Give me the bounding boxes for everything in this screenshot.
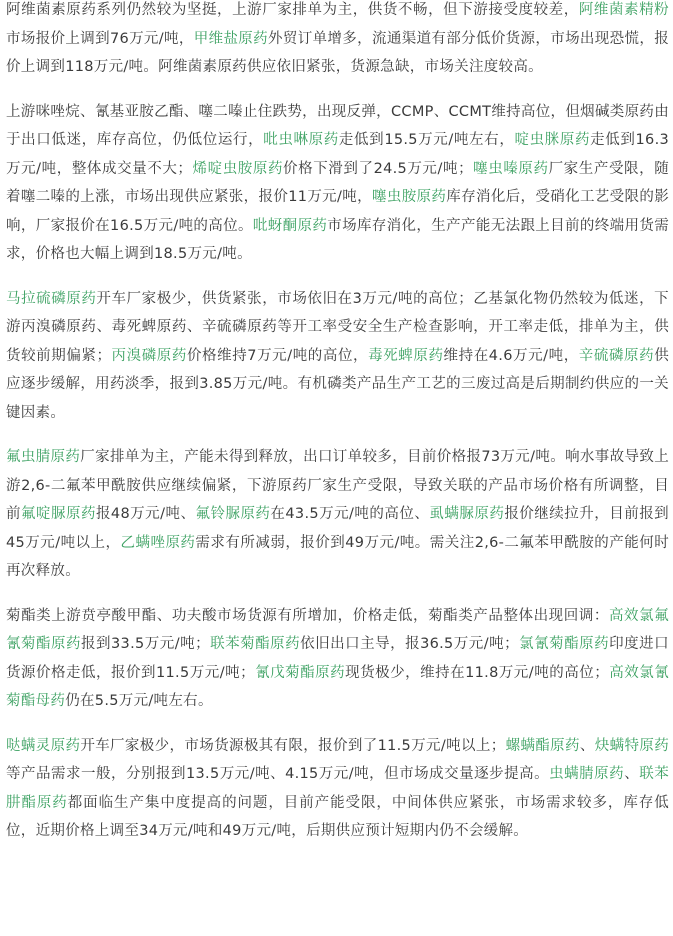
product-link[interactable]: 哒螨灵原药 <box>6 737 81 754</box>
product-link[interactable]: 辛硫磷原药 <box>578 347 655 364</box>
paragraph-6 <box>6 732 669 846</box>
product-link[interactable]: 炔螨特原药 <box>594 737 670 754</box>
paragraph-text: 价格下滑到了24.5万元/吨； <box>283 160 473 177</box>
product-link[interactable]: 联苯肼酯原药 <box>6 766 670 811</box>
product-link[interactable]: 噻虫胺原药 <box>371 189 447 205</box>
paragraph-text: 走低到16.3万元/吨，整体成交量不大； <box>6 132 670 177</box>
paragraph-text: 、 <box>624 766 640 782</box>
product-link[interactable]: 毒死蜱原药 <box>368 347 444 364</box>
product-link[interactable]: 氟虫腈原药 <box>6 449 81 465</box>
paragraph-4 <box>6 443 669 586</box>
product-link[interactable]: 吡蚜酮原药 <box>252 217 328 234</box>
paragraph-text: 厂家排单为主，产能未得到释放，出口订单较多，目前价格报73万元/吨。响水事故导致上游2,6-二氟苯甲酰胺供应继续偏紧，下游原药厂家生产受限，导致关联的产品市场价格有所调整，目前 <box>6 449 670 522</box>
product-link[interactable]: 烯啶虫胺原药 <box>192 160 284 177</box>
paragraph-text: 维持在4.6万元/吨， <box>443 347 579 364</box>
paragraph-text: 库存消化后，受硝化工艺受限的影响，厂家报价在16.5万元/吨的高位。 <box>6 189 670 234</box>
paragraph-text: 开车厂家极少，市场货源极其有限，报价到了11.5万元/吨以上； <box>80 737 506 754</box>
paragraph-text: 依旧出口主导，报36.5万元/吨； <box>300 636 519 652</box>
product-link[interactable]: 螺螨酯原药 <box>505 737 580 754</box>
paragraph-text: 报到33.5万元/吨； <box>81 636 210 652</box>
paragraph-text: 供应逐步缓解，用药淡季，报到3.85万元/吨。有机磷类产品生产工艺的三废过高是后期制约供应的一关键因素。 <box>6 347 670 421</box>
product-link[interactable]: 氟铃脲原药 <box>195 506 271 522</box>
paragraph-text: 厂家生产受限，随着噻二嗪的上涨，市场出现供应紧张，报价11万元/吨， <box>6 160 669 205</box>
product-link[interactable]: 虫螨腈原药 <box>549 766 625 782</box>
paragraph-text: 价格维持7万元/吨的高位， <box>186 347 369 364</box>
paragraph-text: 仍在5.5万元/吨左右。 <box>65 693 213 709</box>
paragraph-text: 都面临生产集中度提高的问题，目前产能受限，中间体供应紧张，市场需求较多，库存低位，近期价格上调至34万元/吨和49万元/吨，后期供应预计短期内仍不会缓解。 <box>6 794 669 839</box>
paragraph-text: 报48万元/吨、 <box>95 506 196 522</box>
paragraph-text: 等产品需求一般，分别报到13.5万元/吨、4.15万元/吨，但市场成交量逐步提高。 <box>6 766 550 782</box>
product-link[interactable]: 噻虫嗪原药 <box>472 160 549 177</box>
product-link[interactable]: 马拉硫磷原药 <box>6 290 97 307</box>
product-link[interactable]: 高效氯氰菊酯母药 <box>6 664 670 709</box>
paragraph-5 <box>6 602 669 716</box>
paragraph-2 <box>6 98 669 269</box>
product-link[interactable]: 氰戊菊酯原药 <box>254 664 346 681</box>
paragraph-text: 阿维菌素原药系列仍然较为坚挺，上游厂家排单为主，供货不畅，但下游接受度较差， <box>6 2 579 18</box>
product-link[interactable]: 丙溴磷原药 <box>111 347 187 364</box>
product-link[interactable]: 氟啶脲原药 <box>21 506 96 522</box>
paragraph-text: 菊酯类上游贲亭酸甲酯、功夫酸市场货源有所增加，价格走低，菊酯类产品整体出现回调： <box>6 607 609 624</box>
product-link[interactable]: 乙螨唑原药 <box>120 534 196 551</box>
paragraph-text: 印度进口货源价格走低，报价到11.5万元/吨； <box>6 636 669 681</box>
paragraph-text: 在43.5万元/吨的高位、 <box>270 506 430 522</box>
paragraph-1 <box>6 0 669 82</box>
product-link[interactable]: 高效氯氟氰菊酯原药 <box>6 607 670 652</box>
product-link[interactable]: 氯氰菊酯原药 <box>518 636 610 652</box>
product-link[interactable]: 阿维菌素精粉 <box>578 2 669 18</box>
paragraph-text: 外贸订单增多，流通渠道有部分低价货源，市场出现恐慌，报价上调到118万元/吨。阿维菌素原药供应依旧紧张，货源急缺，市场关注度较高。 <box>6 30 669 75</box>
paragraph-3 <box>6 285 669 428</box>
paragraph-text: 报价继续拉升，目前报到45万元/吨以上， <box>6 506 669 551</box>
product-link[interactable]: 联苯菊酯原药 <box>209 636 301 652</box>
paragraph-text: 市场库存消化，生产产能无法跟上目前的终端用货需求，价格也大幅上调到18.5万元/吨。 <box>6 217 670 262</box>
product-link[interactable]: 虱螨脲原药 <box>429 506 505 522</box>
paragraph-text: 、 <box>579 737 595 754</box>
paragraph-text: 现货极少，维持在11.8万元/吨的高位； <box>345 664 609 681</box>
product-link[interactable]: 吡虫啉原药 <box>263 132 339 148</box>
paragraph-text: 上游咪唑烷、氰基亚胺乙酯、噻二嗪止住跌势，出现反弹，CCMP、CCMT维持高位，但烟碱类原药由于出口低迷，库存高位，仍低位运行， <box>6 103 669 148</box>
paragraph-text: 市场报价上调到76万元/吨， <box>6 30 194 47</box>
paragraph-text: 开车厂家极少，供货紧张，市场依旧在3万元/吨的高位；乙基氯化物仍然较为低迷，下游丙溴磷原药、毒死蜱原药、辛硫磷原药等开工率受安全生产检查影响，开工率走低，排单为主，供货较前期偏紧； <box>6 290 669 364</box>
product-link[interactable]: 甲维盐原药 <box>193 30 269 47</box>
article-body <box>6 0 669 862</box>
product-link[interactable]: 啶虫脒原药 <box>514 132 591 148</box>
paragraph-text: 需求有所减弱，报价到49万元/吨。需关注2,6-二氟苯甲酰胺的产能何时再次释放。 <box>6 534 670 579</box>
paragraph-text: 走低到15.5万元/吨左右， <box>338 132 515 148</box>
